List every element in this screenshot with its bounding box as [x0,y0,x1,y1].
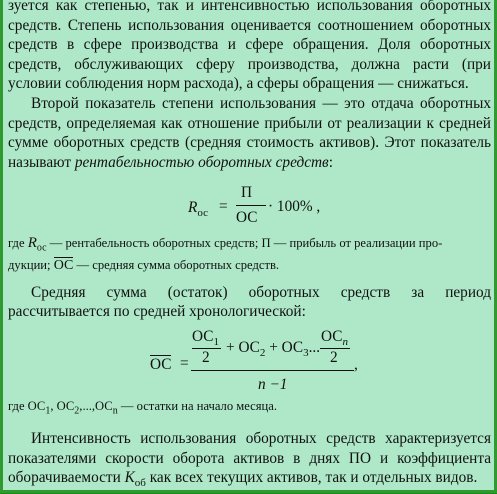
formula2-denominator [258,376,287,394]
formula1-fraction-line [236,205,266,206]
note-1-line-1 [8,235,491,257]
formula2-termn-subscript: n [342,336,348,349]
paragraph-2-colon: : [328,153,333,171]
note-1-text-2a: дукции; [8,258,51,273]
formula2-lhs: ОС [150,356,172,374]
paragraph-1: зуется как степенью, так и интенсивностью использования оборотных средств. Степень использования оценивается соотношением оборотных средств в сфере производства и сфере обращения. Доля оборотных средств, обслуживающих сферу производства, должна расти (при условии соблюдения норм расхода), а сферы обращения — снижаться. [8,0,491,93]
formula2-middle [226,339,320,359]
formula-rentabelnost [8,178,491,238]
formula2-term1-numerator [192,328,219,348]
note-2 [8,398,491,420]
formula2-denominator-text: n −1 [258,376,288,394]
formula2-term1-denominator: 2 [202,349,210,367]
paragraph-2 [8,94,491,172]
note-1-prefix: где [8,236,25,251]
formula2-termn-denominator: 2 [330,349,338,367]
formula1-numerator: П [241,184,253,202]
formula2-comma: , [354,356,358,374]
formula2-equals: = [180,355,189,373]
document-body [8,0,491,494]
formula2-term1-subscript: 1 [213,336,219,349]
formula-srednyaya [8,326,491,396]
note-2-mid1: , ОС [50,399,75,414]
note-2-sub1: 1 [45,405,51,417]
paragraph-4-end: как всех текущих активов, так и отдельных видов. [149,469,478,487]
formula1-lhs-symbol: R [188,199,198,217]
formula2-termn-oc: ОС [321,328,343,346]
note-1-oc-overline: ОС [53,258,74,274]
formula2-dots: ... [308,339,321,357]
paragraph-4 [8,429,491,494]
note-2-prefix: где ОС [8,399,46,414]
note-1-line-2 [8,257,491,275]
note-1 [8,235,491,275]
paragraph-4-k-subscript: об [134,477,146,490]
formula2-main-line [191,370,354,371]
note-1-r: R [27,235,37,252]
formula2-sub3: 3 [303,347,309,360]
note-2-sub2: 2 [74,405,80,417]
formula1-lhs-subscript: ос [197,207,209,220]
note-1-text-1: — рентабельность оборотных средств; П — прибыль от реализации про- [49,236,443,251]
note-2-subn: n [112,405,118,417]
formula1-denominator: ОС [236,209,258,227]
note-1-text-2b: — средняя сумма оборотных средств. [76,258,280,273]
formula2-sub2: 2 [259,347,266,360]
note-2-mid2: ,...,ОС [79,399,113,414]
formula2-plus-oc3: + ОС [269,339,304,357]
paragraph-4-k: K [124,469,135,487]
note-1-r-subscript: ос [36,242,47,254]
paragraph-4-text: Интенсивность использования оборотных средств характеризуется показателями скорости оборота активов в днях ПО и коэффициента оборачиваемости [8,430,491,487]
formula1-equals: = [219,198,228,216]
formula2-termn-numerator [321,328,348,348]
formula2-term1-oc: ОС [192,328,214,346]
formula2-plus-oc2: + ОС [226,339,260,357]
formula1-tail: · 100% , [268,198,321,216]
note-2-rest: — остатки на начало месяца. [117,399,278,414]
paragraph-3: Средняя сумма (остаток) оборотных средств за период рассчитывается по средней хронологической: [8,283,491,321]
paragraph-2-text: Второй показатель степени использования — это отдача оборотных средств, определяемая как отношение прибыли от реализации к средней сумме оборотных средств (средняя стоимость активов). Этот показатель называют [8,94,491,171]
formula1-lhs [188,199,208,219]
term-rentabelnost: рентабельностью оборотных средств [74,153,329,171]
